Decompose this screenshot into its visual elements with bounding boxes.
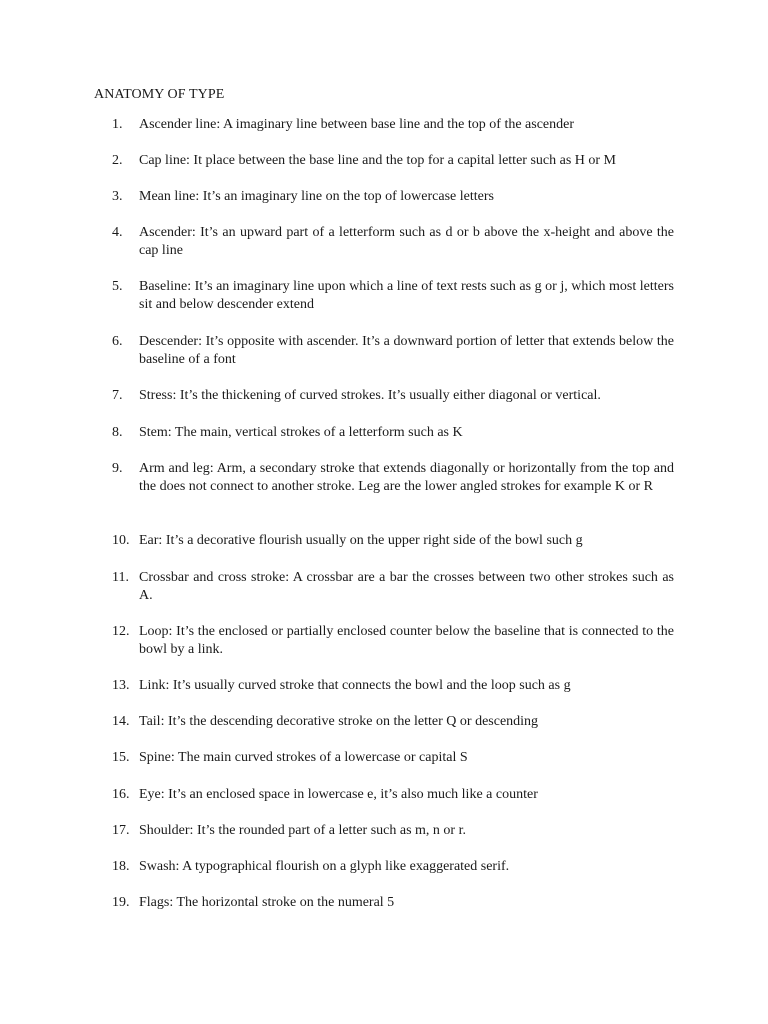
item-number: 10. bbox=[112, 533, 130, 548]
item-number: 18. bbox=[112, 859, 130, 874]
item-number: 17. bbox=[112, 823, 130, 838]
item-text: Eye: It’s an enclosed space in lowercase e, it’s also much like a counter bbox=[139, 787, 538, 802]
item-number: 4. bbox=[112, 225, 123, 240]
item-number: 2. bbox=[112, 153, 123, 168]
item-text: Swash: A typographical flourish on a glyph like exaggerated serif. bbox=[139, 859, 510, 874]
item-number: 14. bbox=[112, 714, 130, 729]
item-text: Ear: It’s a decorative flourish usually on the upper right side of the bowl such g bbox=[139, 533, 583, 548]
item-text: Mean line: It’s an imaginary line on the top of lowercase letters bbox=[139, 189, 494, 204]
item-text: Descender: It’s opposite with ascender. It’s a downward portion of letter that extends below the baseline of a font bbox=[139, 334, 674, 367]
item-text: Ascender line: A imaginary line between base line and the top of the ascender bbox=[139, 117, 575, 132]
item-text: Arm and leg: Arm, a secondary stroke that extends diagonally or horizontally from the top and the does not connect to another stroke. Leg are the lower angled strokes for example K or R bbox=[139, 461, 674, 494]
item-text: Loop: It’s the enclosed or partially enclosed counter below the baseline that is connected to the bowl by a link. bbox=[139, 624, 674, 657]
item-number: 5. bbox=[112, 279, 123, 294]
item-text: Shoulder: It’s the rounded part of a letter such as m, n or r. bbox=[139, 823, 466, 838]
item-number: 15. bbox=[112, 750, 130, 765]
item-text: Baseline: It’s an imaginary line upon which a line of text rests such as g or j, which most letters sit and below descender extend bbox=[139, 279, 674, 312]
item-text: Spine: The main curved strokes of a lowercase or capital S bbox=[139, 750, 468, 765]
item-number: 7. bbox=[112, 388, 123, 403]
item-text: Ascender: It’s an upward part of a letterform such as d or b above the x-height and above the cap line bbox=[139, 225, 674, 258]
document-title: ANATOMY OF TYPE bbox=[94, 87, 225, 102]
item-number: 1. bbox=[112, 117, 123, 132]
item-text: Tail: It’s the descending decorative stroke on the letter Q or descending bbox=[139, 714, 539, 729]
item-text: Link: It’s usually curved stroke that connects the bowl and the loop such as g bbox=[139, 678, 571, 693]
item-number: 16. bbox=[112, 787, 130, 802]
item-text: Flags: The horizontal stroke on the numeral 5 bbox=[139, 895, 395, 910]
item-text: Crossbar and cross stroke: A crossbar are a bar the crosses between two other strokes such as A. bbox=[139, 570, 674, 603]
item-number: 13. bbox=[112, 678, 130, 693]
item-text: Stress: It’s the thickening of curved strokes. It’s usually either diagonal or vertical. bbox=[139, 388, 601, 403]
item-number: 8. bbox=[112, 425, 123, 440]
item-number: 19. bbox=[112, 895, 130, 910]
item-number: 12. bbox=[112, 624, 130, 639]
item-number: 6. bbox=[112, 334, 123, 349]
item-text: Cap line: It place between the base line and the top for a capital letter such as H or M bbox=[139, 153, 616, 168]
item-text: Stem: The main, vertical strokes of a letterform such as K bbox=[139, 425, 463, 440]
item-number: 9. bbox=[112, 461, 123, 476]
item-number: 3. bbox=[112, 189, 123, 204]
item-number: 11. bbox=[112, 570, 129, 585]
